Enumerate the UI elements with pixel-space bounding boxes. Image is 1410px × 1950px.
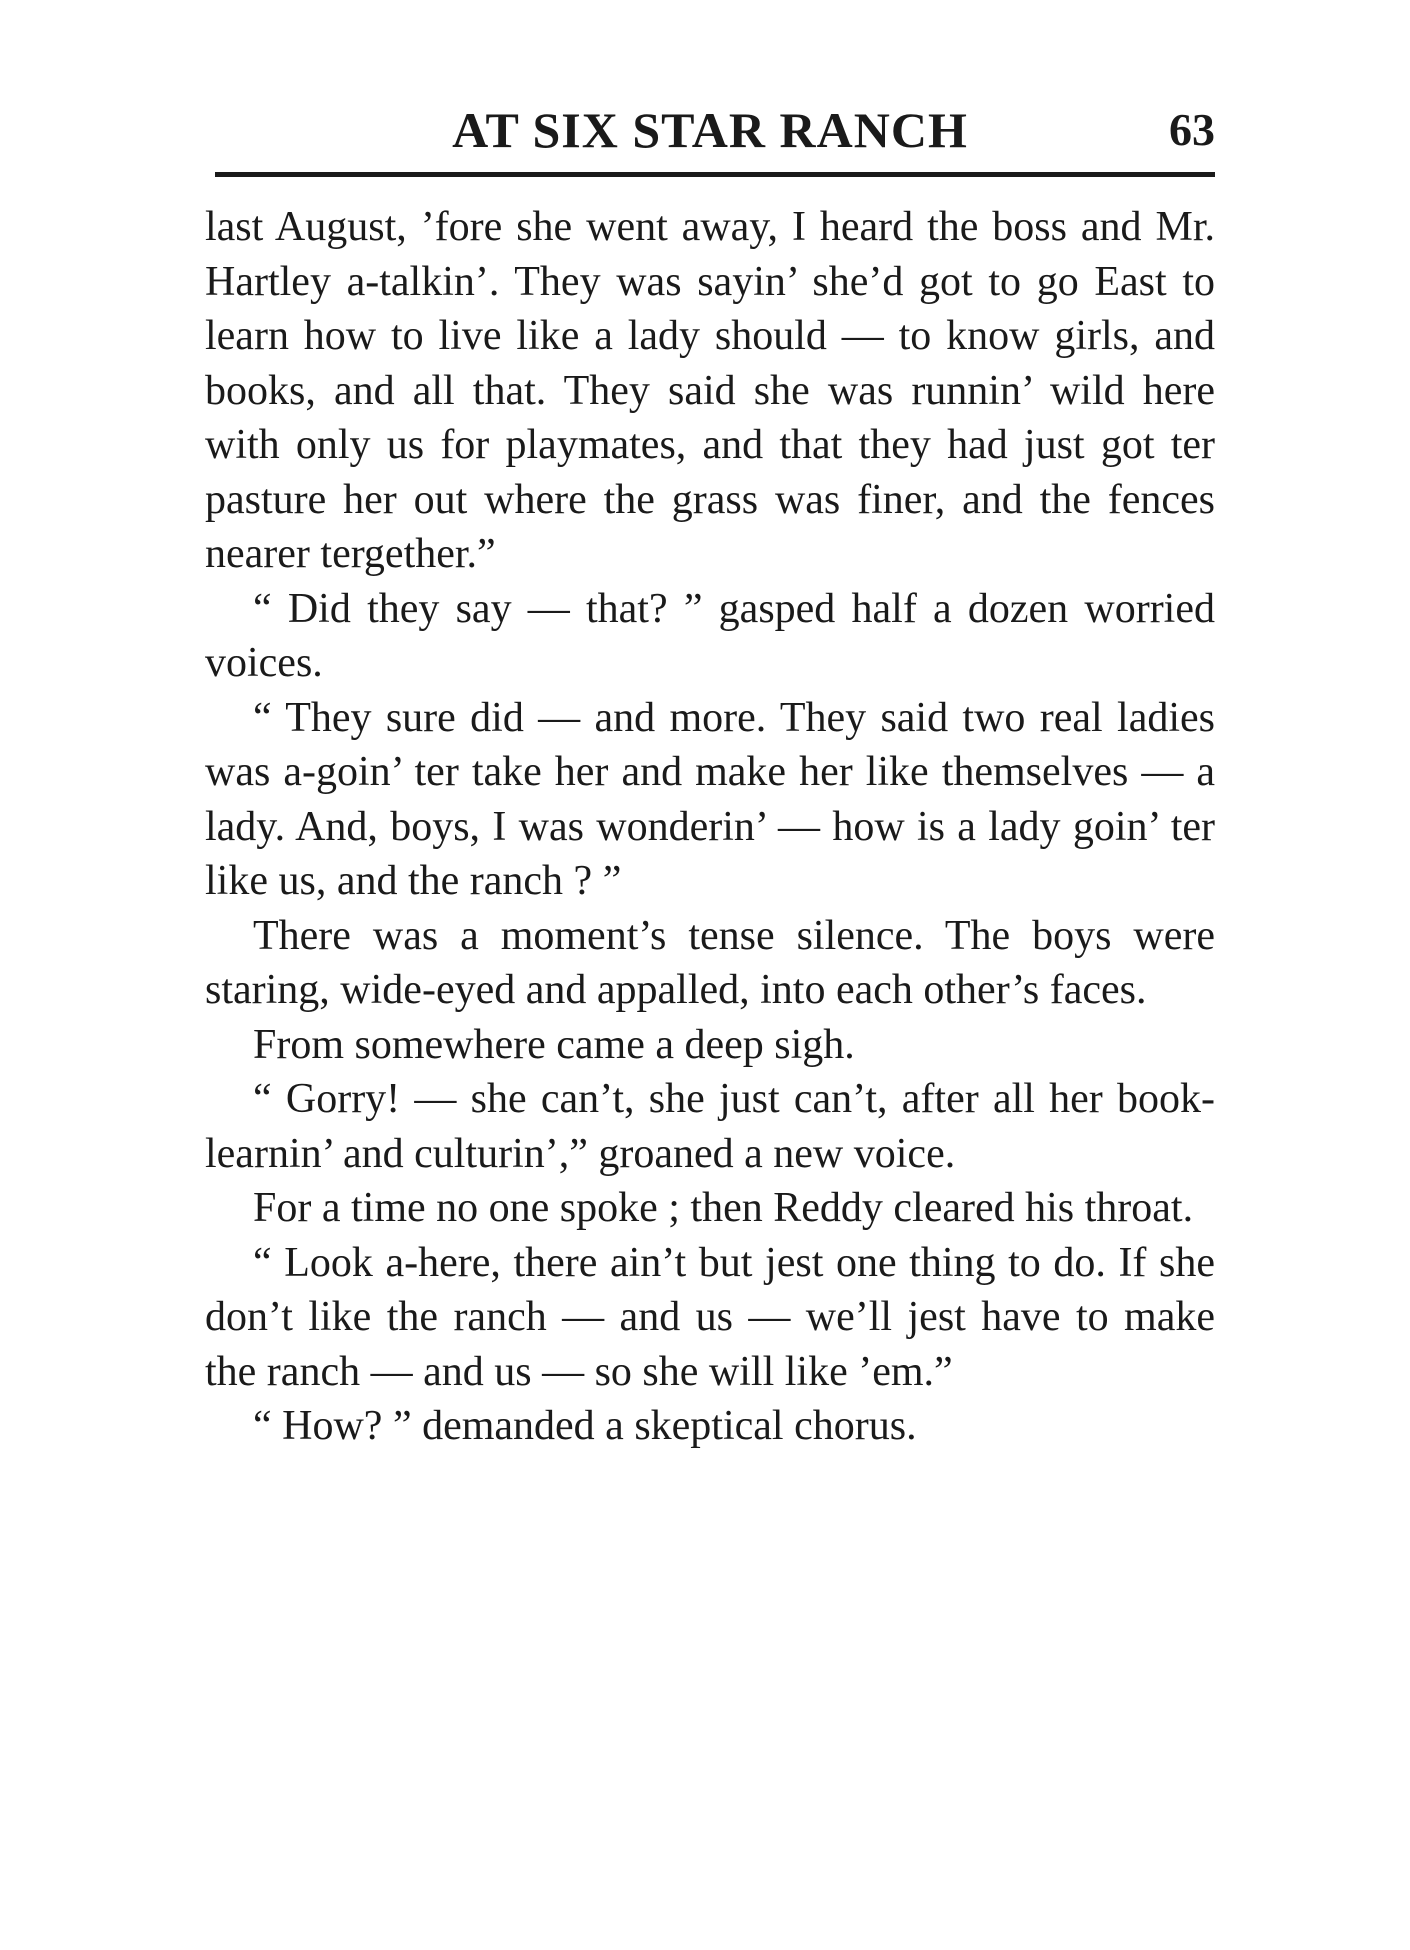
running-title: AT SIX STAR RANCH: [452, 102, 968, 158]
running-header: [205, 95, 1215, 165]
page-number: 63: [1169, 104, 1215, 155]
paragraph: “ Look a-here, there ain’t but jest one thing to do. If she don’t like the ranch — and us — we’ll jest have to make the ranch — and us — so she will like ’em.”: [205, 1239, 1215, 1395]
body-text: [205, 200, 1215, 1454]
paragraph: From somewhere came a deep sigh.: [253, 1021, 855, 1068]
paragraph: “ How? ” demanded a skeptical chorus.: [253, 1403, 917, 1449]
header-rule: [215, 172, 1215, 177]
paragraph: “ Gorry! — she can’t, she just can’t, after all her book-learnin’ and culturin’,” groaned a new voice.: [205, 1076, 1215, 1177]
paragraph: There was a moment’s tense silence. The boys were staring, wide-eyed and appalled, into each other’s faces.: [205, 912, 1215, 1013]
paragraph: “ Did they say — that? ” gasped half a dozen worried voices.: [205, 585, 1215, 686]
paragraph: last August, ’fore she went away, I heard the boss and Mr. Hartley a-talkin’. They was sayin’ she’d got to go East to learn how to live like a lady should — to know girls, and books, and all that. They said she was runnin’ wild here with only us for playmates, and that they had just got ter pasture her out where the grass was finer, and the fences nearer tergether.”: [205, 204, 1215, 577]
paragraph: For a time no one spoke ; then Reddy cleared his throat.: [253, 1185, 1194, 1231]
paragraph: “ They sure did — and more. They said two real ladies was a-goin’ ter take her and make her like themselves — a lady. And, boys, I was wonderin’ — how is a lady goin’ ter like us, and the ranch ? ”: [205, 694, 1215, 904]
